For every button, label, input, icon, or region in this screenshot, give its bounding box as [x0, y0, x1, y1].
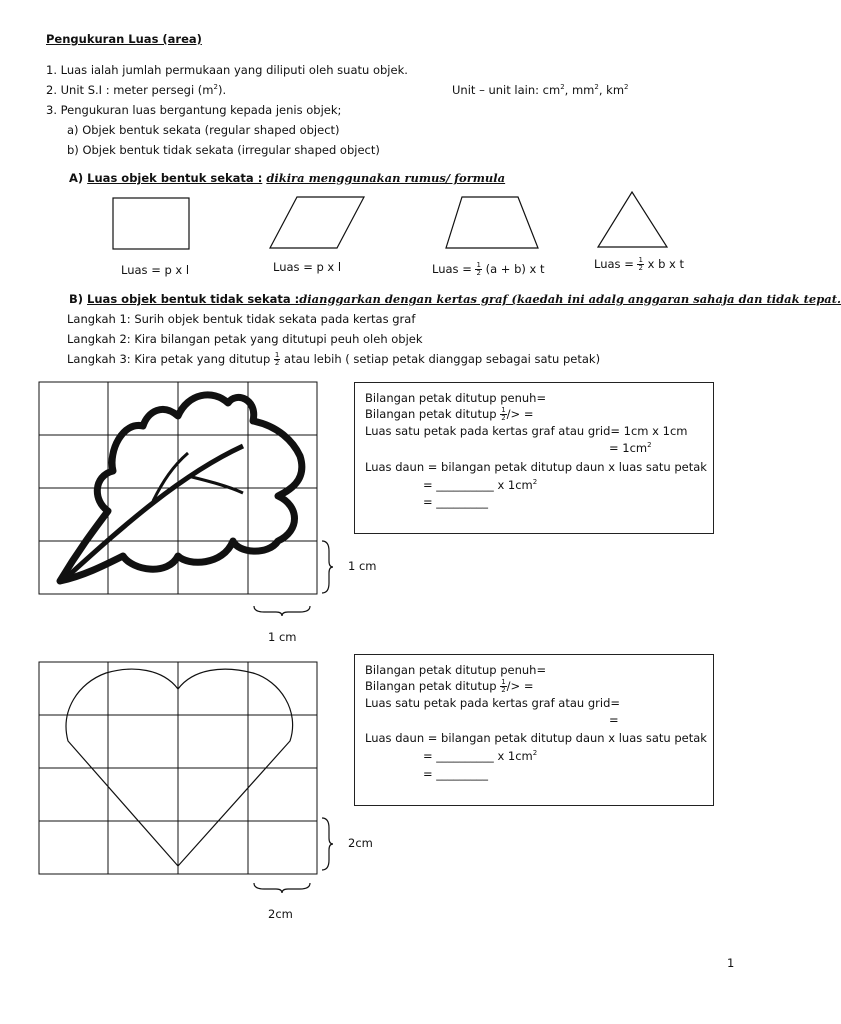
trapezium-formula: Luas = $\frac{1}{2}$ (a + b) x t [432, 261, 545, 277]
box1-full-squares: Bilangan petak ditutup penuh= [365, 391, 547, 405]
grid2-bottom-label: 2cm [268, 907, 293, 921]
grid1-bottom-brace [252, 604, 312, 618]
box1-leaf-calc: = __________ x $1cm^2$ [423, 478, 538, 492]
page-number: 1 [727, 956, 735, 970]
leaf-calculation-box [354, 382, 714, 534]
section-a-heading: A) Luas objek bentuk sekata : dikira menggunakan rumus/ formula [69, 171, 506, 185]
other-units: Unit – unit lain: $cm^2$, $mm^2$, $km^2$ [452, 83, 629, 97]
grid2-bottom-brace [252, 881, 312, 895]
trapezium-shape [446, 197, 538, 248]
rectangle-shape [113, 198, 189, 249]
section-b-subtitle: dianggarkan dengan kertas graf (kaedah ini adalg anggaran sahaja dan tidak tepat. [299, 292, 841, 306]
intro-line-3: 3. Pengukuran luas bergantung kepada jenis objek; [46, 103, 342, 117]
section-a-subtitle: dikira menggunakan rumus/ formula [266, 171, 506, 185]
step-3: Langkah 3: Kira petak yang ditutup $\frac{1}{2}$ atau lebih ( setiap petak dianggap sebagai satu petak) [67, 351, 601, 367]
box1-leaf-area: Luas daun = bilangan petak ditutup daun x luas satu petak [365, 460, 707, 474]
box2-leaf-calc: = __________ x $1cm^2$ [423, 749, 538, 763]
step-2: Langkah 2: Kira bilangan petak yang ditutupi peuh oleh objek [67, 332, 423, 346]
leaf-grid [38, 381, 318, 595]
heart-calculation-box [354, 654, 714, 806]
box2-leaf-result: = _________ [423, 767, 489, 781]
grid1-bottom-label: 1 cm [268, 630, 297, 644]
step-1: Langkah 1: Surih objek bentuk tidak sekata pada kertas graf [67, 312, 416, 326]
grid2-side-label: 2cm [348, 836, 373, 850]
box1-leaf-result: = _________ [423, 495, 489, 509]
triangle-formula: Luas = $\frac{1}{2}$ x b x t [594, 256, 684, 272]
box1-grid-area: Luas satu petak pada kertas graf atau grid= 1cm x 1cm [365, 424, 688, 438]
box2-grid-area: Luas satu petak pada kertas graf atau grid= [365, 696, 621, 710]
box2-leaf-area: Luas daun = bilangan petak ditutup daun x luas satu petak [365, 731, 707, 745]
rectangle-formula: Luas = p x l [121, 263, 190, 277]
parallelogram-shape [270, 197, 364, 248]
box1-half-squares: Bilangan petak ditutup $\frac{1}{2}$ /> = [365, 406, 534, 422]
intro-line-3a: a) Objek bentuk sekata (regular shaped object) [67, 123, 340, 137]
section-b-heading: B) Luas objek bentuk tidak sekata :dianggarkan dengan kertas graf (kaedah ini adalg anggaran sahaja dan tidak tepat. [69, 292, 841, 306]
grid2-side-brace [320, 816, 334, 872]
box1-grid-area-result: = $1cm^2$ [609, 441, 652, 455]
box2-grid-area-result: = [609, 713, 619, 727]
intro-line-1: 1. Luas ialah jumlah permukaan yang diliputi oleh suatu objek. [46, 63, 408, 77]
intro-line-2: 2. Unit S.I : meter persegi $(m^2)$. [46, 83, 227, 97]
intro-line-3b: b) Objek bentuk tidak sekata (irregular shaped object) [67, 143, 380, 157]
box2-full-squares: Bilangan petak ditutup penuh= [365, 663, 547, 677]
box2-half-squares: Bilangan petak ditutup $\frac{1}{2}$ /> = [365, 678, 534, 694]
grid1-side-label: 1 cm [348, 559, 377, 573]
grid1-side-brace [320, 539, 334, 595]
triangle-shape [598, 192, 667, 247]
page-title: Pengukuran Luas (area) [46, 32, 202, 46]
parallelogram-formula: Luas = p x l [273, 260, 342, 274]
heart-grid [38, 661, 318, 875]
